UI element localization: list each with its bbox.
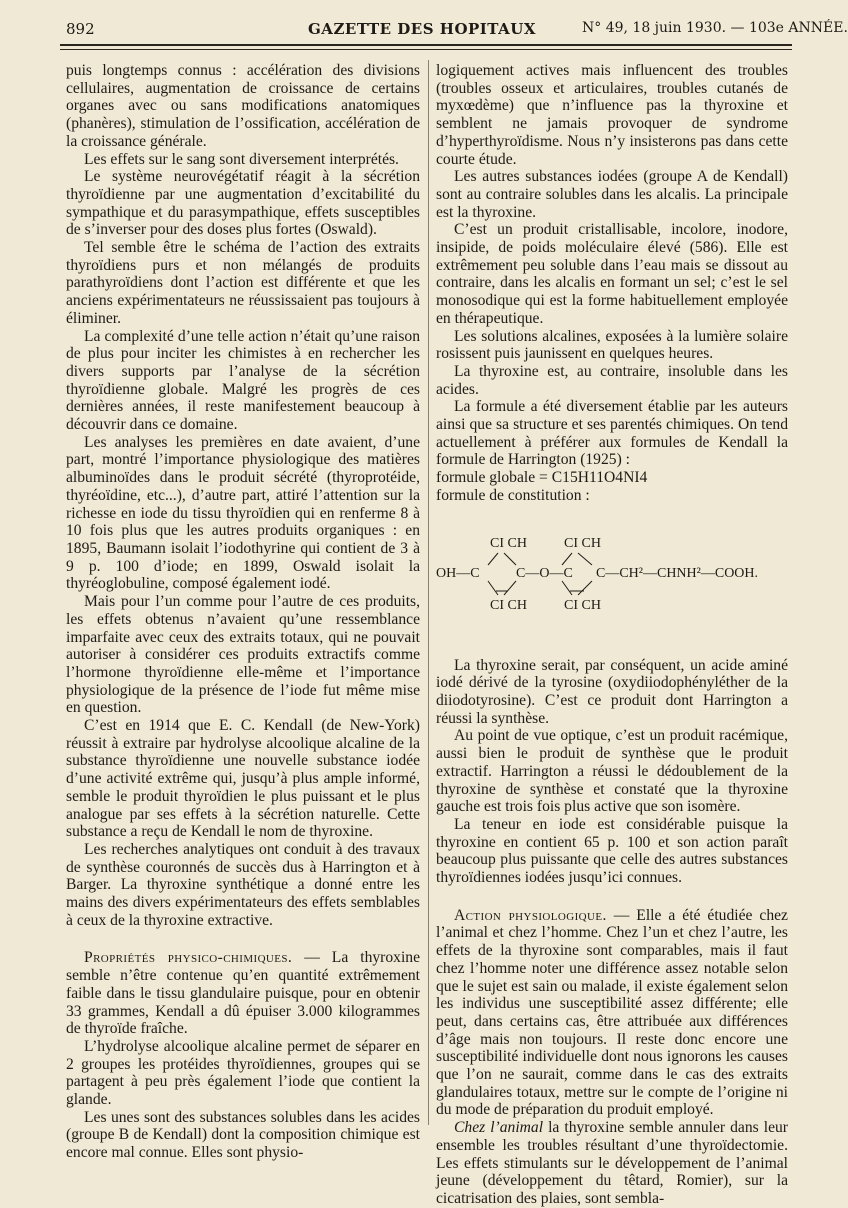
issue-info: N° 49, 18 juin 1930. — 103e ANNÉE. [582, 20, 848, 36]
formula-label-ether: C—O—C [516, 565, 573, 581]
paragraph: Les analyses les premières en date avaient, d’une part, montré l’importance physiologique des matières albuminoïdes dans le produit sécrété (thyroprotéide, thyréoïdine, etc...), d’autre part, attiré l’attention sur la richesse en iode du tissu thyroïdien qui en renferme 8 à 10 fois plus que les autres produits organiques : en 1895, Baumann isolait l’iodothyrine qui contient de 3 à 9 p. 100 d’iode; en 1899, Oswald isolait la thyréoglobuline, composé également iodé. [66, 433, 420, 593]
structural-formula-drawing [436, 509, 788, 657]
paragraph: La thyroxine serait, par conséquent, un acide aminé iodé dérivé de la tyrosine (oxydiiodophényléther de la diiodotyrosine). C’est ce produit dont Harrington a réussi la synthèse. [436, 656, 788, 727]
section-paragraph [436, 1119, 788, 1208]
italic-lead: Chez l’animal [454, 1119, 544, 1137]
formula-label-ci-ch-top-right: CI CH [564, 535, 601, 551]
structural-formula [436, 509, 788, 657]
page-number: 892 [66, 20, 95, 38]
header-rule-thin [60, 49, 792, 50]
paragraph: Tel semble être le schéma de l’action des extraits thyroïdiens purs et non mélangés de produits parathyroïdiens dont l’action est différente et que les anciens expérimentateurs ne réussissaient pas toujours à éliminer. [66, 239, 420, 327]
section-text: — Elle a été étudiée chez l’animal et chez l’homme. Chez l’un et chez l’autre, les effets de la thyroxine sont comparables, mais il faut chez l’homme noter une différence assez notable selon que le sujet est sain ou malade, il existe également selon les individus une susceptibilité assez différente; elle peut, dans certains cas, être attribuée aux différences d’âge mais non toujours. Il reste donc encore une susceptibilité individuelle dont nous ignorons les causes que l’on ne saurait, comme dans le cas des extraits glandulaires totaux, mettre sur le compte de l’origine ni du mode de préparation du produit employé. [436, 906, 788, 1119]
paragraph: Le système neurovégétatif réagit à la sécrétion thyroïdienne par une augmentation d’excitabilité du sympathique et du parasympathique, effets susceptibles de s’inverser pour des doses plus fortes (Oswald). [66, 168, 420, 239]
formula-constitution-label: formule de constitution : [436, 486, 590, 504]
paragraph: Les recherches analytiques ont conduit à des travaux de synthèse couronnés de succès dus à Harrington et à Barger. La thyroxine synthétique a donné entre les mains des divers expérimentateurs des effets semblables à ceux de la thyroxine extractive. [66, 840, 420, 929]
section-text: la thyroxine semble annuler dans leur ensemble les troubles résultant d’une thyroïdectomie. Les effets stimulants sur le développement de l’animal jeune (développement du têtard, Romier), sur la cicatrisation des plaies, sont sembla- [436, 1119, 788, 1207]
formula-global: formule globale = C15H11O4NI4 [436, 469, 648, 487]
benzene-ring-left [488, 553, 516, 595]
paragraph: L’hydrolyse alcoolique alcaline permet de séparer en 2 groupes les protéides thyroïdiennes, groupes qui se partagent à peu près également l’iode que contient la glande. [66, 1037, 420, 1109]
header-rule [60, 44, 792, 46]
paragraph: Les unes sont des substances solubles dans les acides (groupe B de Kendall) dont la composition chimique est encore mal connue. Elles sont physio- [66, 1108, 420, 1162]
left-column [66, 62, 420, 1162]
paragraph: logiquement actives mais influencent des troubles (troubles osseux et articulaires, troubles cutanés de myxœdème) que n’influence pas la thyroxine et semblent ne jamais provoquer de syndrome d’hyperthyroïdisme. Nous n’y insisterons pas dans cette courte étude. [436, 62, 788, 168]
column-divider [428, 60, 429, 1125]
paragraph: Mais pour l’un comme pour l’autre de ces produits, les effets obtenus n’avaient qu’une ressemblance imparfaite avec ceux des extraits totaux, qui ne pouvait autoriser à considérer ces produits extractifs comme l’hormone thyroïdienne elle-même et l’importance physiologique de la présence de l’iode fut même mise en question. [66, 593, 420, 717]
paragraph: La complexité d’une telle action n’était qu’une raison de plus pour inciter les chimistes à en rechercher les divers supports par l’analyse de la sécrétion thyroïdienne globale. Malgré les progrès de ces dernières années, il reste manifestement beaucoup à découvrir dans ce domaine. [66, 327, 420, 434]
formula-label-ci-ch-bottom-right: CI CH [564, 597, 601, 613]
section-text: — La thyroxine semble n’être contenue qu’en quantité extrêmement faible dans le tissu glandulaire puisque, pour en obtenir 33 grammes, Kendall a dû épuiser 3.000 kilogrammes de thyroïde fraîche. [66, 949, 420, 1038]
paragraph: Au point de vue optique, c’est un produit racémique, aussi bien le produit de synthèse que le produit extractif. Harrington a réussi le dédoublement de la thyroxine de synthèse et constaté que la thyroxine gauche est trois fois plus active que son isomère. [436, 727, 788, 816]
paragraph: C’est en 1914 que E. C. Kendall (de New-York) réussit à extraire par hydrolyse alcoolique alcaline de la substance thyroïdienne une nouvelle substance iodée d’une activité extrême qui, jusqu’à plus ample informé, semble le produit thyroïdien le plus puissant et le plus analogue par ses effets à la sécrétion naturelle. Cette substance a reçu de Kendall le nom de thyroxine. [66, 717, 420, 841]
paragraph: C’est un produit cristallisable, incolore, inodore, insipide, de poids moléculaire élevé (586). Elle est extrêmement peu soluble dans l’eau mais se dissout au contraire, dans les alcalis en formant un sel; c’est le sel monosodique qui est la forme habituellement employée en thérapeutique. [436, 221, 788, 327]
journal-title: GAZETTE DES HOPITAUX [308, 20, 537, 38]
formula-label-ci-ch-top-left: CI CH [490, 535, 527, 551]
right-column [436, 62, 788, 1208]
section-heading: Propriétés physico-chimiques. [84, 949, 293, 967]
paragraph: La teneur en iode est considérable puisque la thyroxine en contient 65 p. 100 et son action paraît beaucoup plus puissante que celle des autres substances thyroïdiennes iodées jusqu’ici connues. [436, 815, 788, 887]
paragraph: Les solutions alcalines, exposées à la lumière solaire rosissent puis jaunissent en quelques heures. [436, 327, 788, 363]
paragraph: puis longtemps connus : accélération des divisions cellulaires, augmentation de croissance de certains organes avec ou sans modifications anatomiques (phanères), stimulation de l’ossification, accélération de la croissance générale. [66, 62, 420, 150]
section-heading: Action physiologique. [454, 906, 607, 924]
paragraph: Les autres substances iodées (groupe A de Kendall) sont au contraire solubles dans les alcalis. La principale est la thyroxine. [436, 168, 788, 221]
paragraph: La thyroxine est, au contraire, insoluble dans les acides. [436, 362, 788, 398]
formula-label-ci-ch-bottom-left: CI CH [490, 597, 527, 613]
section-paragraph [66, 949, 420, 1038]
paragraph: La formule a été diversement établie par les auteurs ainsi que sa structure et ses parentés chimiques. On tend actuellement à préférer aux formules de Kendall la formule de Harrington (1925) : [436, 398, 788, 469]
formula-label-oh: OH—C [436, 565, 480, 581]
formula-label-side-chain: C—CH²—CHNH²—COOH. [596, 565, 759, 581]
section-paragraph [436, 907, 788, 1119]
paragraph: Les effets sur le sang sont diversement interprétés. [84, 150, 399, 168]
